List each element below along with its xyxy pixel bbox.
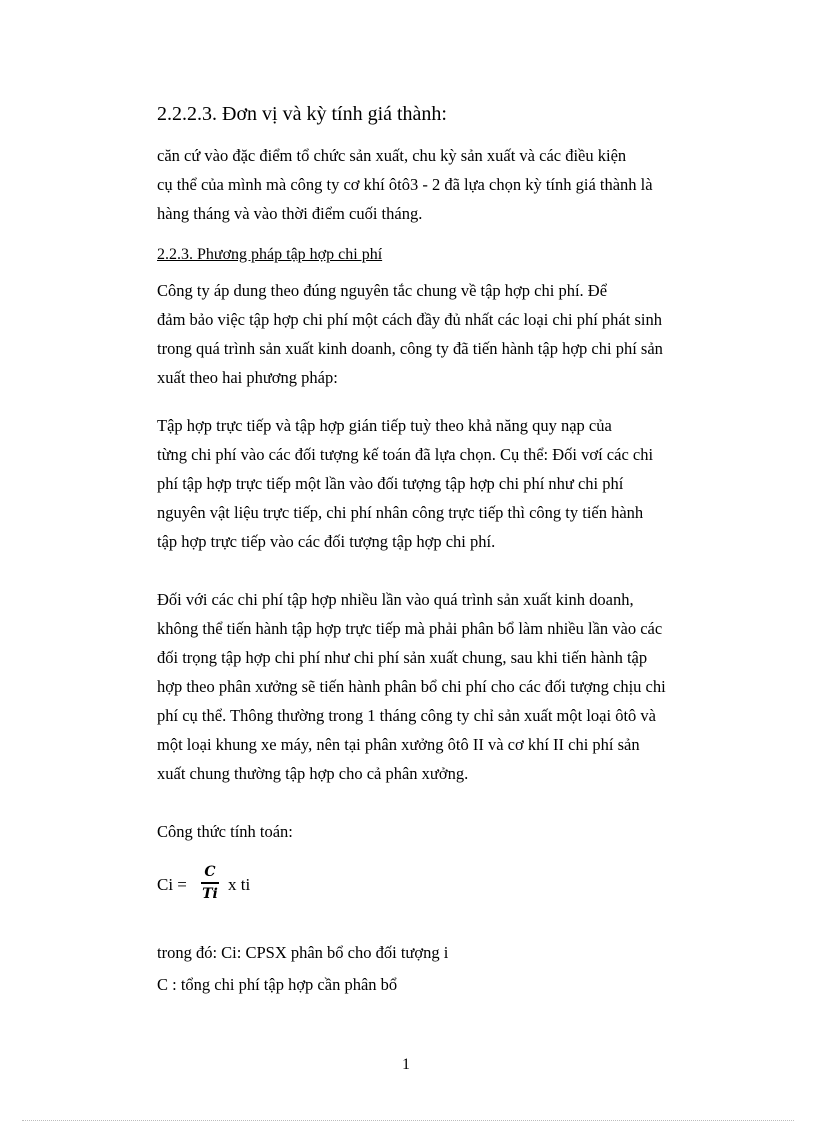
- paragraph-3-line-1: Tập hợp trực tiếp và tập hợp gián tiếp tuỳ theo khả năng quy nạp của: [157, 416, 612, 435]
- paragraph-3-line-2: từng chi phí vào các đối tượng kế toán đã lựa chọn. Cụ thể: Đối vơí các chi: [157, 445, 654, 464]
- where-line: trong đó: Ci: CPSX phân bổ cho đối tượng i: [157, 943, 449, 962]
- paragraph-1-line-3: hàng tháng và vào thời điểm cuối tháng.: [157, 204, 423, 223]
- formula-numerator: C: [204, 864, 216, 880]
- paragraph-1-line-1: căn cứ vào đặc điểm tổ chức sản xuất, chu kỳ sản xuất và các điều kiện: [157, 146, 627, 165]
- formula-lhs: Ci =: [157, 875, 187, 894]
- paragraph-3-line-5: tập hợp trực tiếp vào các đối tượng tập hợp chi phí.: [157, 532, 496, 551]
- paragraph-3-line-4: nguyên vật liệu trực tiếp, chi phí nhân công trực tiếp thì công ty tiến hành: [157, 503, 644, 522]
- paragraph-1-line-2: cụ thể của mình mà công ty cơ khí ôtô3 - 2 đã lựa chọn kỳ tính giá thành là: [157, 175, 653, 194]
- paragraph-2-line-2: đảm bảo việc tập hợp chi phí một cách đầy đủ nhất các loại chi phí phát sinh: [157, 310, 662, 329]
- paragraph-4-line-5: phí cụ thể. Thông thường trong 1 tháng công ty chỉ sản xuất một loại ôtô và: [157, 706, 656, 725]
- subsection-heading: 2.2.3. Phương pháp tập hợp chi phí: [157, 246, 383, 263]
- paragraph-3-line-3: phí tập hợp trực tiếp một lần vào đối tượng tập hợp chi phí như chi phí: [157, 474, 624, 493]
- paragraph-4-line-7: xuất chung thường tập hợp cho cả phân xưởng.: [157, 764, 469, 783]
- paragraph-4-line-2: không thể tiến hành tập hợp trực tiếp mà phải phân bổ làm nhiều lần vào các: [157, 619, 663, 638]
- page-bottom-border: [22, 1120, 794, 1121]
- formula-fraction: [201, 864, 219, 902]
- paragraph-2-line-1: Công ty áp dung theo đúng nguyên tắc chung về tập hợp chi phí. Để: [157, 281, 608, 300]
- fraction-bar: [201, 882, 219, 884]
- paragraph-4-line-4: hợp theo phân xưởng sẽ tiến hành phân bổ chi phí cho các đối tượng chịu chi: [157, 677, 666, 696]
- paragraph-2-line-3: trong quá trình sản xuất kinh doanh, công ty đã tiến hành tập hợp chi phí sản: [157, 339, 663, 358]
- c-definition-line: C : tổng chi phí tập hợp cần phân bổ: [157, 975, 398, 994]
- page-number: 1: [402, 1056, 410, 1073]
- paragraph-4-line-6: một loại khung xe máy, nên tại phân xưởng ôtô II và cơ khí II chi phí sản: [157, 735, 640, 754]
- formula-denominator: Ti: [202, 885, 218, 902]
- paragraph-2-line-4: xuất theo hai phương pháp:: [157, 368, 338, 387]
- paragraph-4-line-3: đối trọng tập hợp chi phí như chi phí sản xuất chung, sau khi tiến hành tập: [157, 648, 648, 667]
- section-heading: 2.2.2.3. Đơn vị và kỳ tính giá thành:: [157, 103, 447, 125]
- paragraph-4-line-1: Đối với các chi phí tập hợp nhiều lần vào quá trình sản xuất kinh doanh,: [157, 590, 634, 609]
- formula-label: Công thức tính toán:: [157, 822, 293, 841]
- formula-rhs: x ti: [228, 875, 251, 894]
